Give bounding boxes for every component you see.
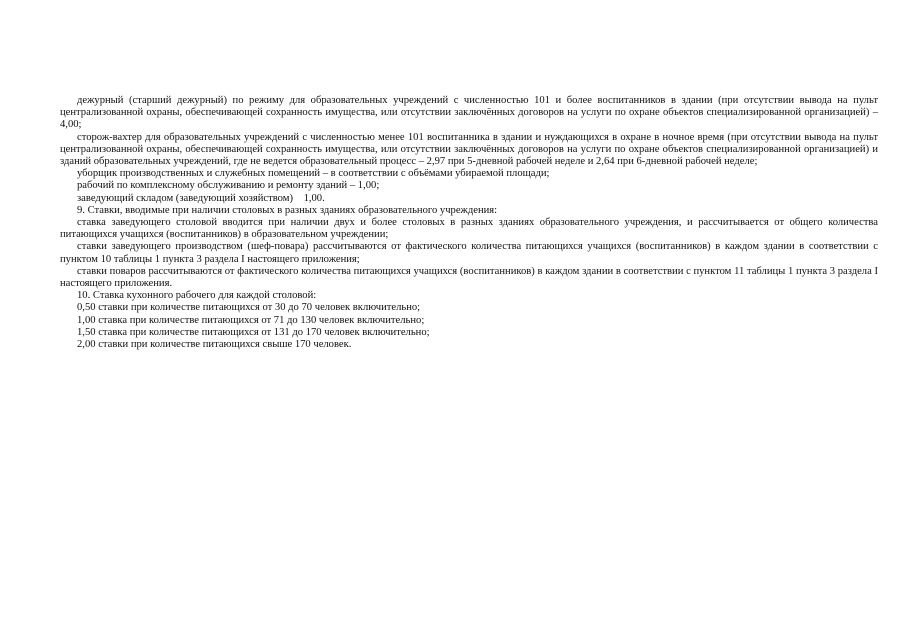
paragraph-rate-1-00: 1,00 ставка при количестве питающихся от 71 до 130 человек включительно; (77, 314, 425, 326)
paragraph-maintenance-worker: рабочий по комплексному обслуживанию и ремонту зданий – 1,00; (77, 180, 380, 192)
paragraph-rate-1-50: 1,50 ставка при количестве питающихся от 131 до 170 человек включительно; (77, 326, 430, 338)
paragraph-rate-2-00: 2,00 ставки при количестве питающихся свыше 170 человек. (77, 339, 352, 351)
paragraph-rate-0-50: 0,50 ставки при количестве питающихся от 30 до 70 человек включительно; (77, 302, 421, 314)
paragraph-cooks: ставки поваров рассчитываются от фактического количества питающихся учащихся (воспитанников) в каждом здании в соответствии с пунктом 11 таблицы 1 пункта 3 раздела I настоящего приложения. (60, 265, 878, 290)
paragraph-watchman: сторож-вахтер для образовательных учреждений с численностью менее 101 воспитанника в здании и нуждающихся в охране в ночное время (при отсутствии вывода на пульт централизованной охраны, обеспечивающей сохранность имущества, или отсутствии заключённых договоров на услуги по охране объектов специализированной организацией) и зданий образовательных учреждений, где не ведется образовательный процесс – 2,97 при 5-дневной рабочей неделе и 2,64 при 6-дневной рабочей неделе; (60, 131, 878, 168)
paragraph-section-10-heading: 10. Ставка кухонного рабочего для каждой столовой: (77, 290, 317, 302)
paragraph-duty-officer: дежурный (старший дежурный) по режиму для образовательных учреждений с численностью 101 и более воспитанников в здании (при отсутствии вывода на пульт централизованной охраны, обеспечивающей сохранность имущества, или отсутствии заключённых договоров на услуги по охране объектов специализированной организацией) – 4,00; (60, 95, 878, 131)
document-page (60, 95, 878, 351)
paragraph-warehouse-manager: заведующий складом (заведующий хозяйством) 1,00. (77, 192, 325, 204)
paragraph-canteen-manager: ставка заведующего столовой вводится при наличии двух и более столовых в разных зданиях образовательного учреждения, и рассчитывается от общего количества питающихся учащихся (воспитанников) в образовательном учреждении; (60, 217, 878, 241)
paragraph-section-9-heading: 9. Ставки, вводимые при наличии столовых в разных зданиях образовательного учреждения: (77, 204, 498, 216)
paragraph-cleaner: уборщик производственных и служебных помещений – в соответствии с объёмами убираемой площади; (77, 168, 550, 180)
paragraph-chef: ставки заведующего производством (шеф-повара) рассчитываются от фактического количества питающихся учащихся (воспитанников) в каждом здании в соответствии с пунктом 10 таблицы 1 пункта 3 раздела I настоящего приложения; (60, 241, 878, 265)
